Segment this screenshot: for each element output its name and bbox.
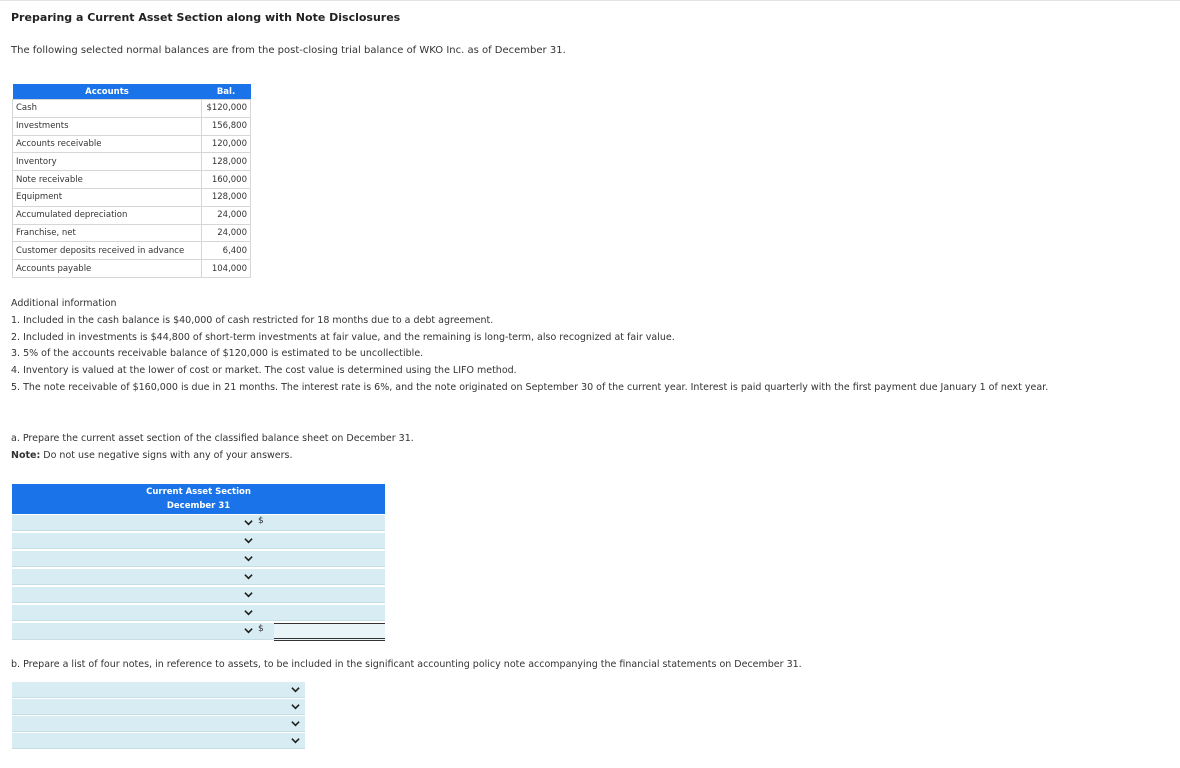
- chevron-down-icon: [291, 736, 300, 745]
- account-balance: 6,400: [202, 242, 251, 260]
- page-title: Preparing a Current Asset Section along with Note Disclosures: [11, 11, 401, 24]
- account-balance: 24,000: [202, 224, 251, 242]
- current-asset-row: [12, 551, 385, 567]
- additional-info-item: 2. Included in investments is $44,800 of short-term investments at fair value, and the remaining is long-term, also recognized at fair value.: [11, 331, 675, 343]
- accounts-column-header: Accounts: [13, 84, 202, 100]
- currency-symbol: $: [258, 516, 264, 526]
- amount-input[interactable]: [274, 515, 385, 530]
- amount-input[interactable]: [267, 551, 385, 566]
- account-balance: 156,800: [202, 117, 251, 135]
- part-b-prompt: b. Prepare a list of four notes, in reference to assets, to be included in the significant accounting policy note accompanying the financial statements on December 31.: [11, 659, 802, 670]
- additional-info-item: 3. 5% of the accounts receivable balance of $120,000 is estimated to be uncollectible.: [11, 348, 424, 360]
- current-asset-row: [12, 587, 385, 603]
- account-balance: 24,000: [202, 206, 251, 224]
- note-text: Do not use negative signs with any of your answers.: [40, 450, 293, 461]
- table-row: [13, 171, 251, 189]
- chevron-down-icon: [244, 518, 253, 527]
- account-name: Accounts receivable: [13, 135, 202, 153]
- table-row: [13, 153, 251, 171]
- account-name: Investments: [13, 117, 202, 135]
- amount-input[interactable]: [267, 569, 385, 584]
- balance-column-header: Bal.: [202, 84, 251, 100]
- account-name: Note receivable: [13, 171, 202, 189]
- account-name: Equipment: [13, 188, 202, 206]
- note-select-dropdown[interactable]: [12, 699, 305, 715]
- account-balance: $120,000: [202, 100, 251, 118]
- chevron-down-icon: [291, 702, 300, 711]
- account-balance: 128,000: [202, 153, 251, 171]
- account-name: Customer deposits received in advance: [13, 242, 202, 260]
- note-label: Note:: [11, 450, 41, 461]
- account-name: Cash: [13, 100, 202, 118]
- account-name: Accounts payable: [13, 260, 202, 278]
- amount-input[interactable]: [267, 605, 385, 620]
- account-name: Accumulated depreciation: [13, 206, 202, 224]
- chevron-down-icon: [244, 626, 253, 635]
- currency-symbol: $: [258, 624, 264, 634]
- account-select-dropdown[interactable]: [12, 551, 252, 566]
- amount-input[interactable]: [267, 533, 385, 548]
- additional-information: [11, 296, 1048, 397]
- table-row: [13, 135, 251, 153]
- chevron-down-icon: [244, 608, 253, 617]
- current-asset-total-row: [12, 623, 385, 640]
- chevron-down-icon: [291, 685, 300, 694]
- section-date: December 31: [166, 501, 231, 511]
- table-row: [13, 242, 251, 260]
- additional-info-item: 4. Inventory is valued at the lower of cost or market. The cost value is determined using the LIFO method.: [11, 365, 517, 377]
- account-select-dropdown[interactable]: [12, 515, 252, 530]
- table-row: [13, 117, 251, 135]
- account-balance: 104,000: [202, 260, 251, 278]
- table-row: [13, 100, 251, 118]
- additional-info-item: 5. The note receivable of $160,000 is due in 21 months. The interest rate is 6%, and the note originated on September 30 of the current year. Interest is paid quarterly with the first payment due January 1 of next year.: [11, 381, 1049, 393]
- chevron-down-icon: [244, 536, 253, 545]
- accounts-table-header: [13, 84, 251, 100]
- account-select-dropdown[interactable]: [12, 605, 252, 620]
- account-balance: 160,000: [202, 171, 251, 189]
- additional-info-item: 1. Included in the cash balance is $40,000 of cash restricted for 18 months due to a debt agreement.: [11, 314, 494, 326]
- account-balance: 120,000: [202, 135, 251, 153]
- current-asset-row: [12, 605, 385, 621]
- current-asset-row: [12, 515, 385, 531]
- table-row: [13, 260, 251, 278]
- account-select-dropdown[interactable]: [12, 533, 252, 548]
- chevron-down-icon: [244, 554, 253, 563]
- current-asset-section-header: [12, 484, 385, 514]
- part-a-prompt: a. Prepare the current asset section of the classified balance sheet on December 31.: [11, 433, 414, 444]
- chevron-down-icon: [291, 719, 300, 728]
- current-asset-row: [12, 533, 385, 549]
- total-label-select-dropdown[interactable]: [12, 623, 252, 638]
- part-a-note: [11, 447, 414, 464]
- chevron-down-icon: [244, 572, 253, 581]
- additional-info-heading: Additional information: [11, 298, 117, 309]
- account-name: Inventory: [13, 153, 202, 171]
- table-row: [13, 224, 251, 242]
- account-select-dropdown[interactable]: [12, 587, 252, 602]
- table-row: [13, 206, 251, 224]
- total-amount-input[interactable]: [274, 623, 385, 641]
- part-a-instructions: [11, 430, 414, 464]
- accounts-table: [12, 84, 251, 278]
- current-asset-row: [12, 569, 385, 585]
- amount-input[interactable]: [267, 587, 385, 602]
- intro-text: The following selected normal balances are from the post-closing trial balance of WKO Inc. as of December 31.: [11, 45, 566, 56]
- note-select-dropdown[interactable]: [12, 733, 305, 749]
- table-row: [13, 188, 251, 206]
- chevron-down-icon: [244, 590, 253, 599]
- section-title: Current Asset Section: [146, 487, 251, 497]
- note-select-dropdown[interactable]: [12, 682, 305, 698]
- account-select-dropdown[interactable]: [12, 569, 252, 584]
- note-select-dropdown[interactable]: [12, 716, 305, 732]
- top-divider: [0, 0, 1180, 1]
- account-balance: 128,000: [202, 188, 251, 206]
- account-name: Franchise, net: [13, 224, 202, 242]
